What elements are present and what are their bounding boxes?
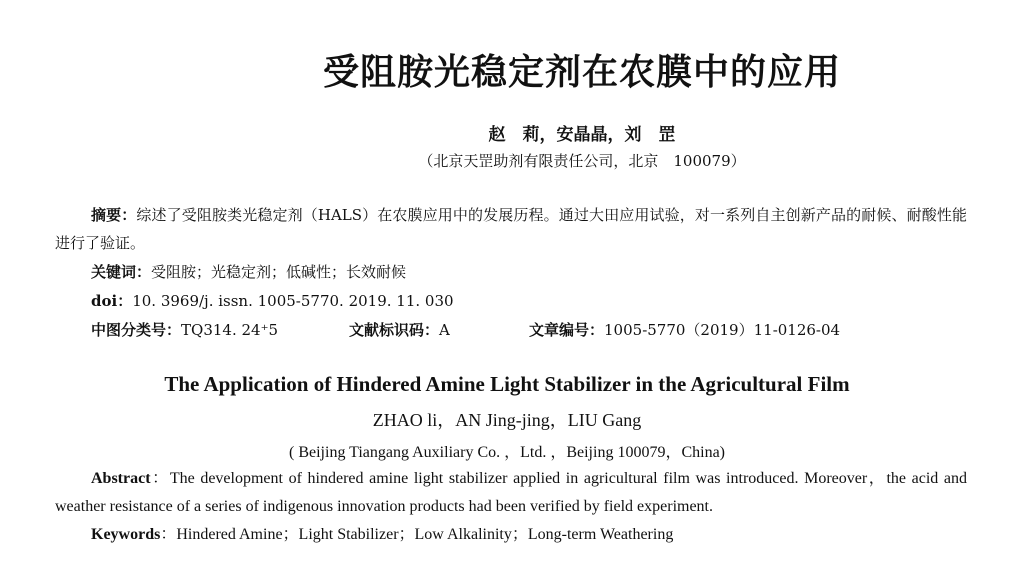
document-code bbox=[349, 316, 529, 344]
english-authors: ZHAO li，AN Jing-jing，LIU Gang bbox=[372, 410, 642, 430]
clc-text: TQ314. 24⁺5 bbox=[181, 321, 279, 339]
chinese-affiliation: （北京天罡助剂有限责任公司，北京 100079） bbox=[418, 152, 746, 170]
chinese-abstract bbox=[55, 201, 967, 257]
english-abstract-label: Abstract bbox=[91, 470, 151, 487]
chinese-keywords bbox=[55, 258, 967, 286]
article-number-text: 1005-5770（2019）11-0126-04 bbox=[604, 321, 841, 339]
chinese-keywords-text: 受阻胺；光稳定剂；低碱性；长效耐候 bbox=[151, 263, 407, 281]
english-keywords-text: Hindered Amine；Light Stabilizer；Low Alkalinity；Long-term Weathering bbox=[176, 526, 674, 543]
chinese-keywords-label: 关键词： bbox=[91, 263, 152, 281]
document-code-label: 文献标识码： bbox=[349, 321, 440, 339]
article-number-label: 文章编号： bbox=[529, 321, 605, 339]
clc-label: 中图分类号： bbox=[91, 321, 182, 339]
chinese-authors: 赵 莉，安晶晶，刘 罡 bbox=[488, 125, 676, 145]
clc-number bbox=[91, 316, 349, 344]
english-abstract bbox=[55, 465, 967, 521]
chinese-abstract-text: 综述了受阻胺类光稳定剂（HALS）在农膜应用中的发展历程。通过大田应用试验，对一系列自主创新产品的耐候、耐酸性能进行了验证。 bbox=[55, 206, 967, 252]
english-keywords bbox=[55, 521, 967, 549]
chinese-doi bbox=[55, 287, 967, 315]
article-number bbox=[529, 316, 840, 344]
english-abstract-text: The development of hindered amine light stabilizer applied in agricultural film was introduced. Moreover，the acid and weather resistance of a series of indigenous innovation products had been verified by field experiment. bbox=[55, 470, 967, 515]
english-keywords-separator: ： bbox=[160, 526, 177, 543]
chinese-title: 受阻胺光稳定剂在农膜中的应用 bbox=[322, 52, 841, 93]
english-abstract-separator: ： bbox=[150, 470, 170, 487]
chinese-abstract-label: 摘要： bbox=[91, 206, 137, 224]
english-title: The Application of Hindered Amine Light Stabilizer in the Agricultural Film bbox=[164, 372, 850, 396]
document-code-text: A bbox=[439, 321, 450, 339]
english-affiliation: ( Beijing Tiangang Auxiliary Co. ，Ltd. ，Beijing 100079，China) bbox=[289, 444, 725, 461]
classification-row bbox=[91, 316, 971, 344]
doi-text: 10. 3969/j. issn. 1005-5770. 2019. 11. 030 bbox=[132, 292, 454, 310]
doi-label: doi： bbox=[91, 292, 133, 310]
english-keywords-label: Keywords bbox=[91, 526, 161, 543]
